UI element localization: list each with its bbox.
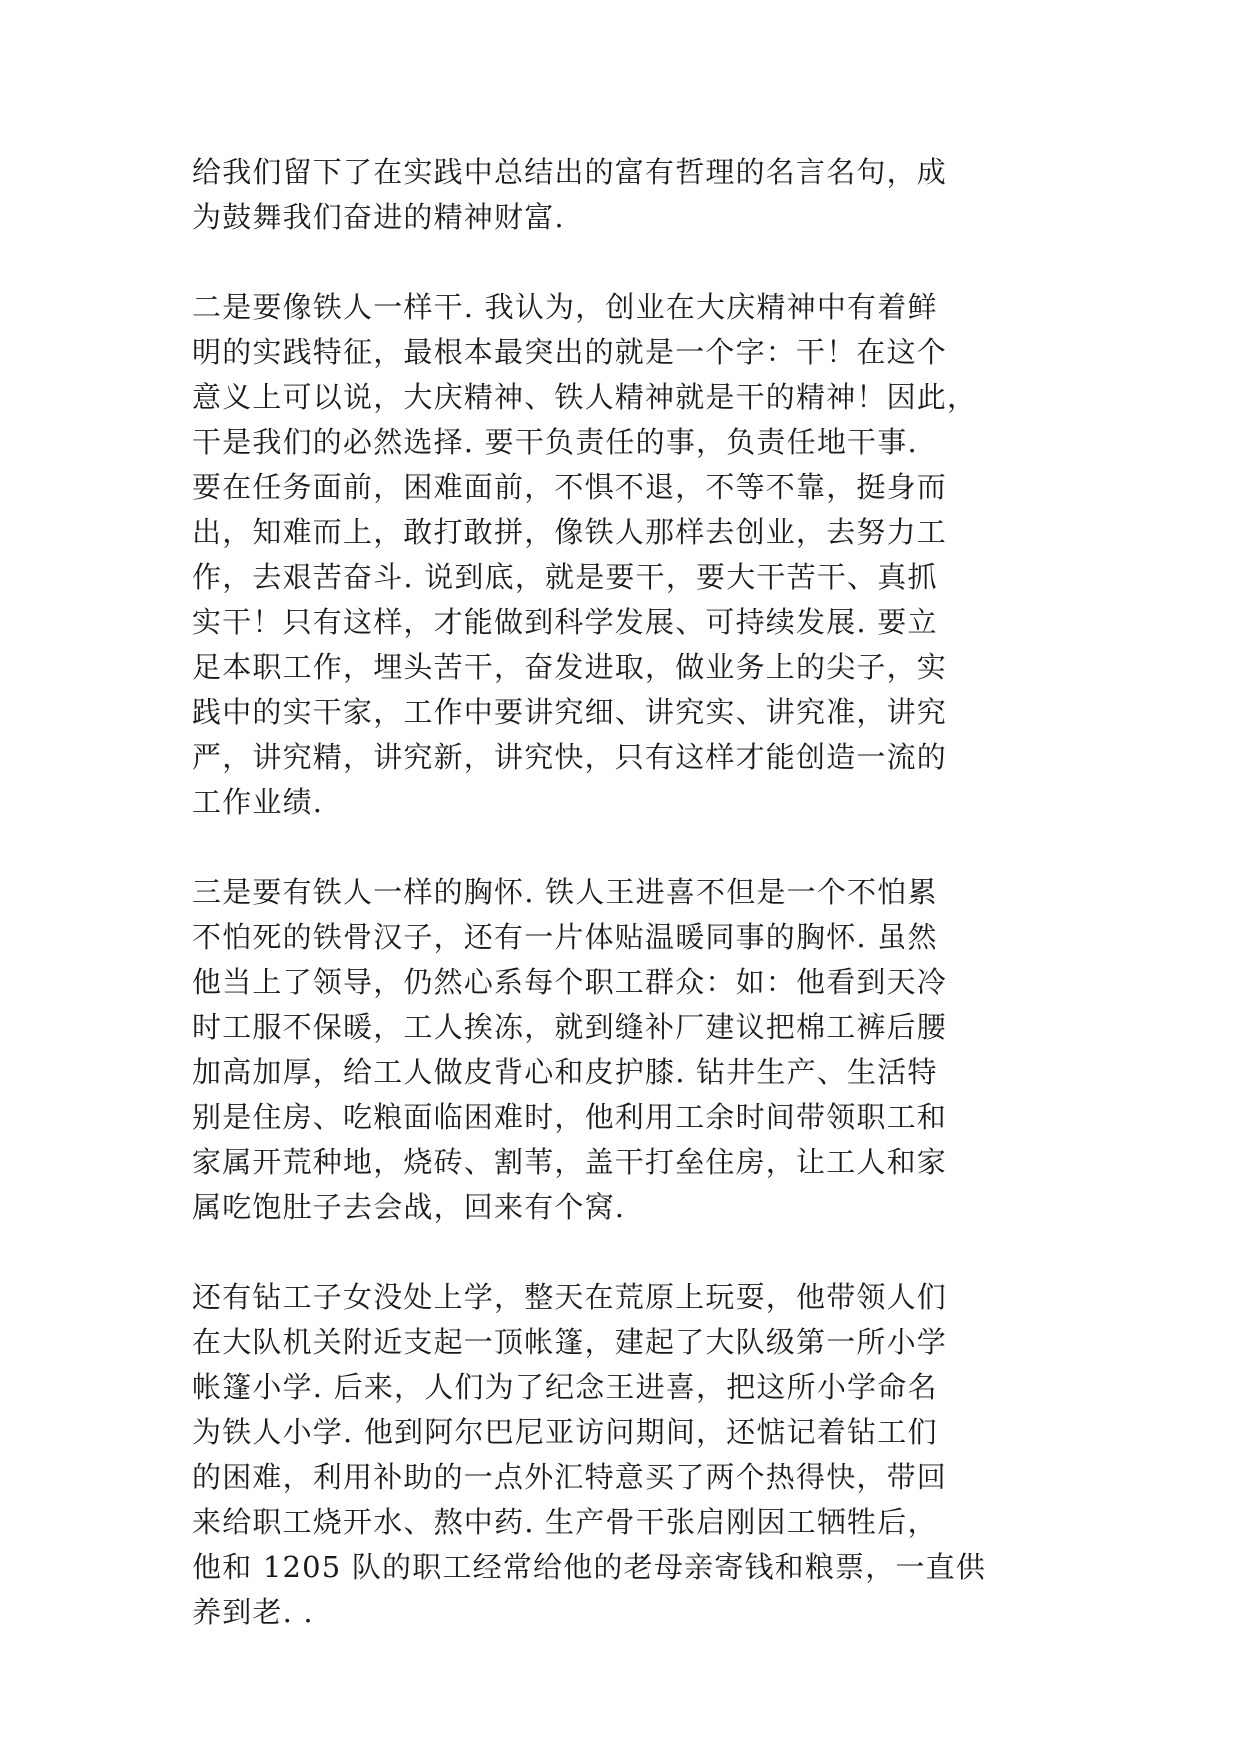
text-line: 明的实践特征，最根本最突出的就是一个字：干！在这个: [192, 335, 948, 369]
text-line: 他和 1205 队的职工经常给他的老母亲寄钱和粮票，一直供: [192, 1550, 987, 1584]
text-line: 帐篷小学. 后来，人们为了纪念王进喜，把这所小学命名: [192, 1370, 938, 1404]
text-line: 给我们留下了在实践中总结出的富有哲理的名言名句，成: [192, 155, 948, 189]
text-line: 为鼓舞我们奋进的精神财富.: [192, 200, 565, 234]
text-line: 作，去艰苦奋斗. 说到底，就是要干，要大干苦干、真抓: [192, 560, 938, 594]
text-line: 三是要有铁人一样的胸怀. 铁人王进喜不但是一个不怕累: [192, 875, 938, 909]
text-line: 不怕死的铁骨汉子，还有一片体贴温暖同事的胸怀. 虽然: [192, 920, 938, 954]
text-line: 在大队机关附近支起一顶帐篷，建起了大队级第一所小学: [192, 1325, 948, 1359]
text-line: 意义上可以说，大庆精神、铁人精神就是干的精神！因此，: [192, 380, 978, 414]
text-line: 践中的实干家，工作中要讲究细、讲究实、讲究准，讲究: [192, 695, 948, 729]
text-line: 为铁人小学. 他到阿尔巴尼亚访问期间，还惦记着钻工们: [192, 1415, 938, 1449]
text-line: 加高加厚，给工人做皮背心和皮护膝. 钻井生产、生活特: [192, 1055, 938, 1089]
text-line: 属吃饱肚子去会战，回来有个窝.: [192, 1190, 626, 1224]
text-line: 二是要像铁人一样干. 我认为，创业在大庆精神中有着鲜: [192, 290, 938, 324]
paragraph-4: [192, 1275, 1052, 1635]
text-line: 干是我们的必然选择. 要干负责任的事，负责任地干事.: [192, 425, 918, 459]
text-line: 实干！只有这样，才能做到科学发展、可持续发展. 要立: [192, 605, 938, 639]
text-line: 出，知难而上，敢打敢拼，像铁人那样去创业，去努力工: [192, 515, 948, 549]
document-body: [192, 150, 1052, 1680]
text-line: 严，讲究精，讲究新，讲究快，只有这样才能创造一流的: [192, 740, 948, 774]
text-line: 工作业绩.: [192, 785, 324, 819]
text-line: 他当上了领导，仍然心系每个职工群众：如：他看到天冷: [192, 965, 948, 999]
paragraph-3: [192, 870, 1052, 1230]
text-line: 家属开荒种地，烧砖、割苇，盖干打垒住房，让工人和家: [192, 1145, 948, 1179]
text-line: 足本职工作，埋头苦干，奋发进取，做业务上的尖子，实: [192, 650, 948, 684]
paragraph-2: [192, 285, 1052, 825]
text-line: 别是住房、吃粮面临困难时，他利用工余时间带领职工和: [192, 1100, 948, 1134]
text-line: 养到老. .: [192, 1595, 314, 1629]
text-line: 还有钻工子女没处上学，整天在荒原上玩耍，他带领人们: [192, 1280, 948, 1314]
paragraph-1: [192, 150, 1052, 240]
text-line: 时工服不保暖，工人挨冻，就到缝补厂建议把棉工裤后腰: [192, 1010, 948, 1044]
text-line: 要在任务面前，困难面前，不惧不退，不等不靠，挺身而: [192, 470, 948, 504]
text-line: 的困难，利用补助的一点外汇特意买了两个热得快，带回: [192, 1460, 948, 1494]
text-line: 来给职工烧开水、熬中药. 生产骨干张启刚因工牺牲后，: [192, 1505, 938, 1539]
